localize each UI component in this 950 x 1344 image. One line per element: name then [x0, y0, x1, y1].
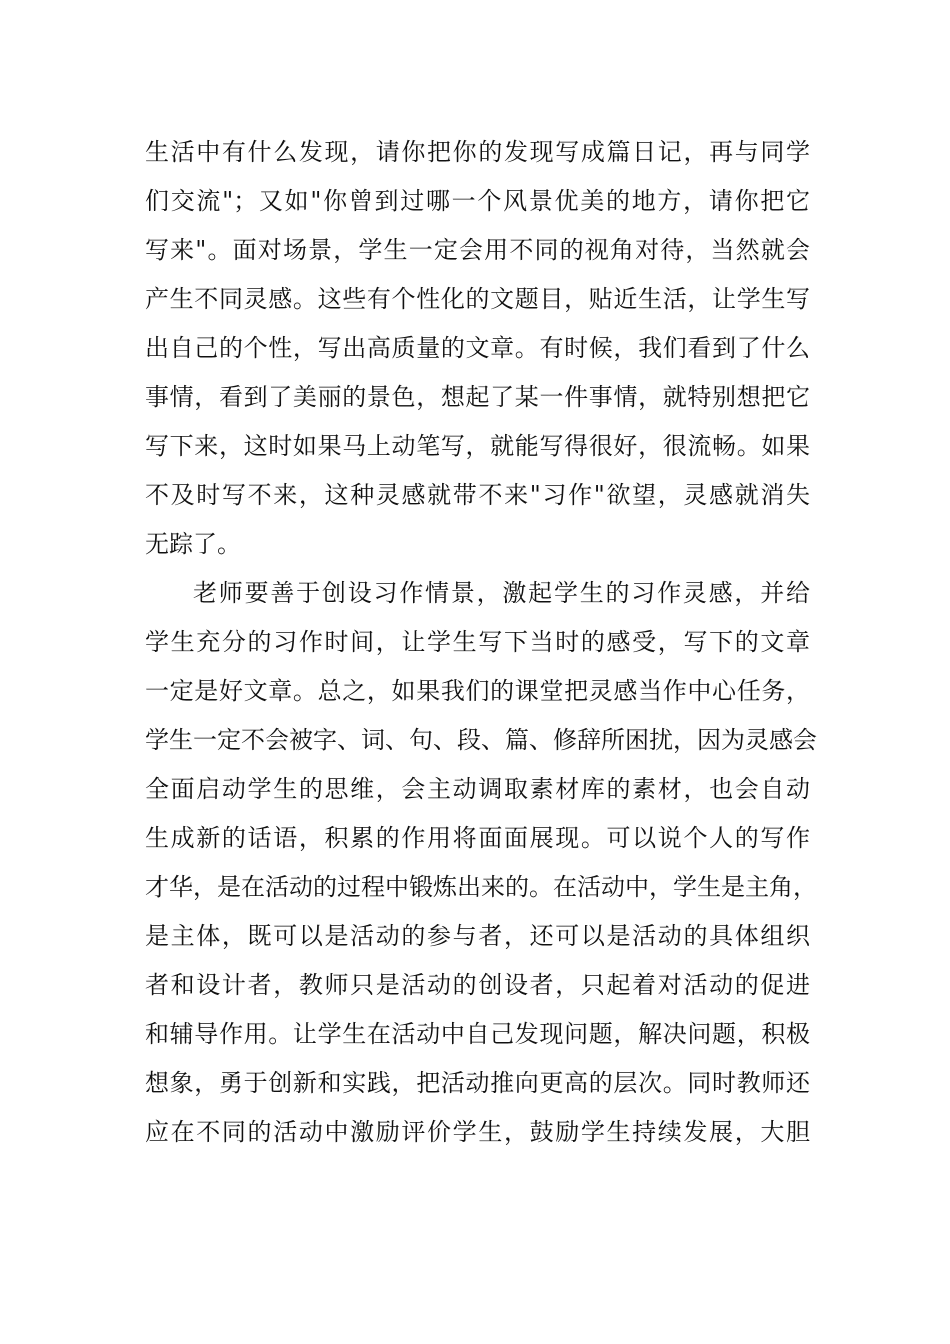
- text-line: 是主体，既可以是活动的参与者，还可以是活动的具体组织: [145, 922, 810, 950]
- text-line: 无踪了。: [145, 530, 241, 558]
- paragraph-2: [145, 569, 817, 1157]
- text-line: 应在不同的活动中激励评价学生，鼓励学生持续发展，大胆: [145, 1118, 810, 1146]
- text-line: 老师要善于创设习作情景，激起学生的习作灵感，并给: [193, 579, 810, 607]
- text-line: 写来"。面对场景，学生一定会用不同的视角对待，当然就会: [145, 236, 810, 264]
- text-line: 生成新的话语，积累的作用将面面展现。可以说个人的写作: [145, 824, 810, 852]
- text-line: 全面启动学生的思维，会主动调取素材库的素材，也会自动: [145, 775, 810, 803]
- paragraph-1: [145, 128, 810, 569]
- text-line: 学生一定不会被字、词、句、段、篇、修辞所困扰，因为灵感会: [145, 726, 817, 754]
- text-line: 产生不同灵感。这些有个性化的文题目，贴近生活，让学生写: [145, 285, 810, 313]
- text-line: 写下来，这时如果马上动笔写，就能写得很好，很流畅。如果: [145, 432, 810, 460]
- text-line: 学生充分的习作时间，让学生写下当时的感受，写下的文章: [145, 628, 810, 656]
- text-line: 一定是好文章。总之，如果我们的课堂把灵感当作中心任务，: [145, 677, 810, 705]
- text-line: 们交流"；又如"你曾到过哪一个风景优美的地方，请你把它: [145, 187, 810, 215]
- text-line: 不及时写不来，这种灵感就带不来"习作"欲望，灵感就消失: [145, 481, 810, 509]
- text-line: 生活中有什么发现，请你把你的发现写成篇日记，再与同学: [145, 138, 810, 166]
- text-line: 才华，是在活动的过程中锻炼出来的。在活动中，学生是主角，: [145, 873, 817, 901]
- document-body: [145, 128, 817, 1157]
- text-line: 事情，看到了美丽的景色，想起了某一件事情，就特别想把它: [145, 383, 810, 411]
- text-line: 想象，勇于创新和实践，把活动推向更高的层次。同时教师还: [145, 1069, 810, 1097]
- text-line: 出自己的个性，写出高质量的文章。有时候，我们看到了什么: [145, 334, 810, 362]
- text-line: 和辅导作用。让学生在活动中自己发现问题，解决问题，积极: [145, 1020, 810, 1048]
- text-line: 者和设计者，教师只是活动的创设者，只起着对活动的促进: [145, 971, 810, 999]
